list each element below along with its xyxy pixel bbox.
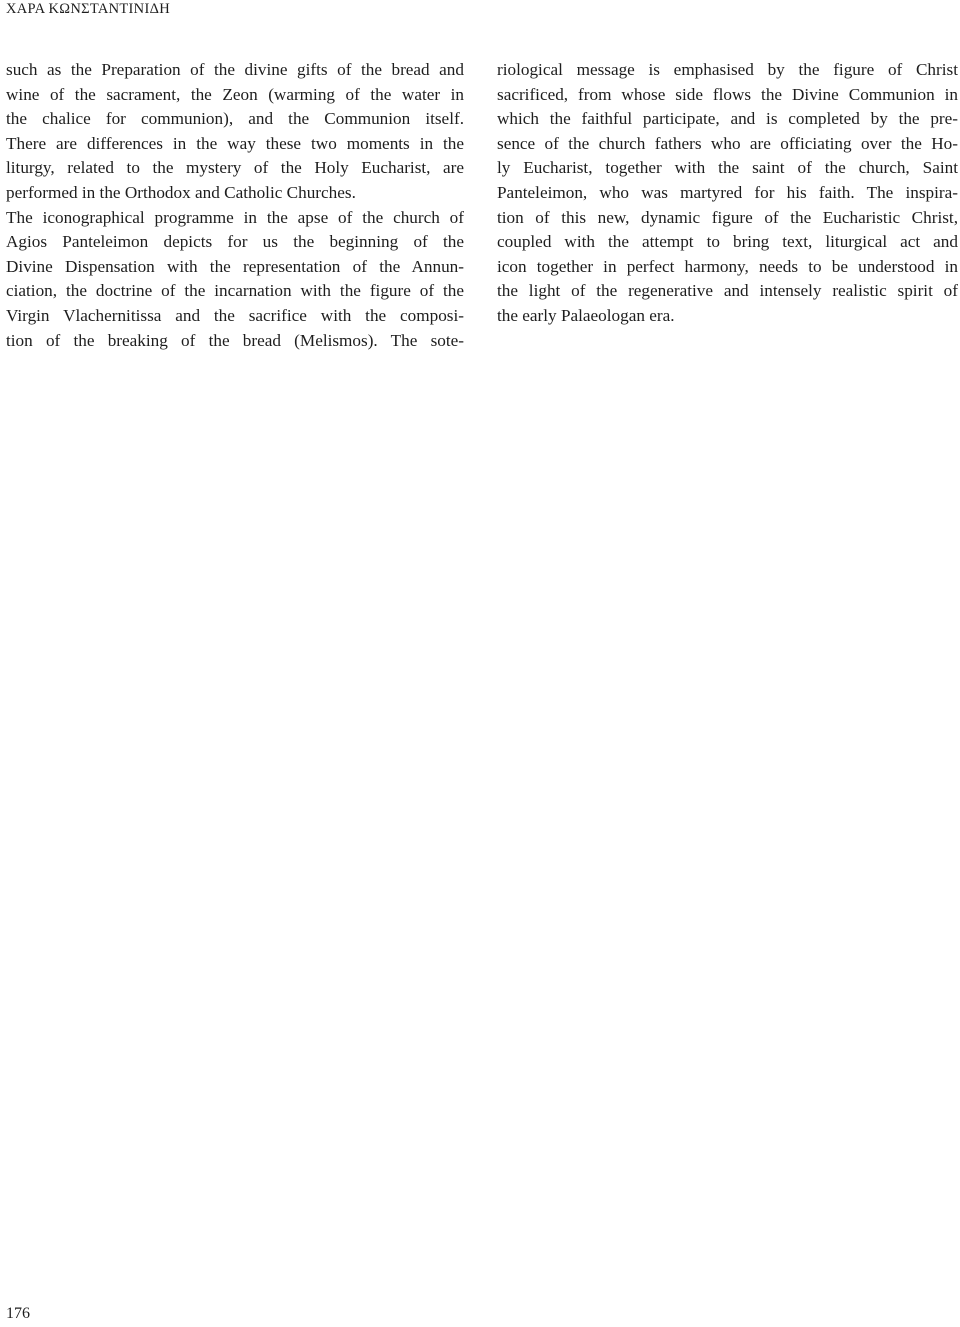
text-line: performed in the Orthodox and Catholic Churches. <box>6 182 356 202</box>
body-column-left <box>6 58 464 353</box>
text-line: the early Palaeologan era. <box>497 305 675 325</box>
text-line: ly Eucharist, together with the saint of the church, Saint <box>497 158 958 178</box>
text-line: sence of the church fathers who are officiating over the Ho- <box>497 133 958 153</box>
body-column-right <box>497 58 958 329</box>
text-line: such as the Preparation of the divine gifts of the bread and <box>6 60 464 79</box>
text-line: riological message is emphasised by the figure of Christ <box>497 60 958 79</box>
running-head: ΧΑΡΑ ΚΩΝΣΤΑΝΤΙΝΙΔΗ <box>6 1 170 17</box>
text-line: There are differences in the way these two moments in the <box>6 133 464 153</box>
text-line: ciation, the doctrine of the incarnation with the figure of the <box>6 281 464 301</box>
text-line: liturgy, related to the mystery of the Holy Eucharist, are <box>6 158 464 178</box>
text-line: wine of the sacrament, the Zeon (warming of the water in <box>6 84 464 104</box>
text-line: The iconographical programme in the apse of the church of <box>6 207 464 227</box>
page-number: 176 <box>6 1305 30 1322</box>
text-line: Panteleimon, who was martyred for his faith. The inspira- <box>497 182 958 202</box>
text-line: tion of the breaking of the bread (Melismos). The sote- <box>6 330 464 350</box>
text-line: the light of the regenerative and intensely realistic spirit of <box>497 281 958 301</box>
text-line: the chalice for communion), and the Communion itself. <box>6 109 464 129</box>
text-line: coupled with the attempt to bring text, liturgical act and <box>497 232 958 252</box>
text-line: which the faithful participate, and is completed by the pre- <box>497 109 958 129</box>
text-line: sacrificed, from whose side flows the Divine Communion in <box>497 84 958 104</box>
text-line: Agios Panteleimon depicts for us the beginning of the <box>6 232 464 252</box>
text-line: tion of this new, dynamic figure of the Eucharistic Christ, <box>497 207 958 227</box>
text-line: icon together in perfect harmony, needs to be understood in <box>497 256 958 276</box>
text-line: Divine Dispensation with the representation of the Annun- <box>6 256 464 276</box>
text-line: Virgin Vlachernitissa and the sacrifice with the composi- <box>6 305 464 325</box>
